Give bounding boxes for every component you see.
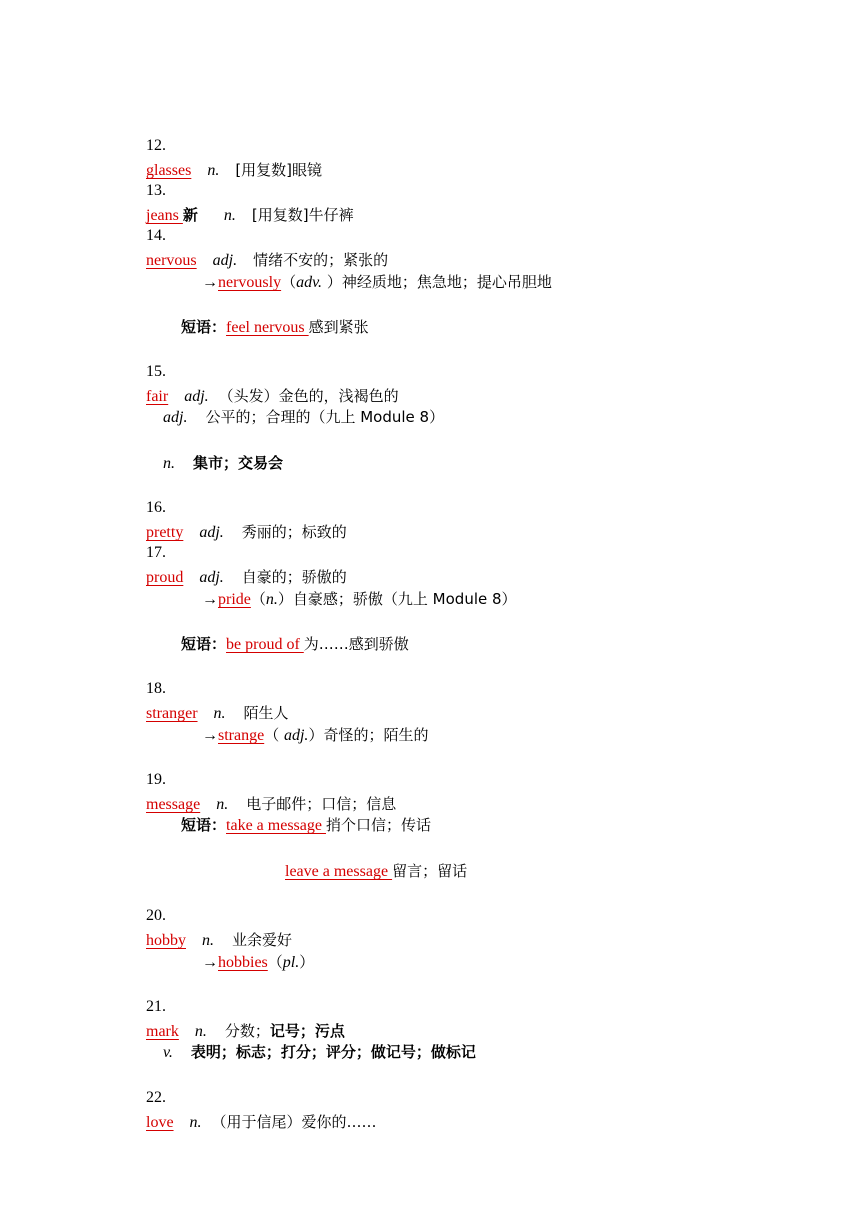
part-of-speech: n. [216, 796, 229, 813]
definition: 自豪的；骄傲的 [241, 568, 347, 586]
paren-close: ） [322, 273, 342, 291]
phrase: be proud of [226, 636, 304, 653]
definition: 神经质地；焦急地；提心吊胆地 [341, 273, 552, 291]
definition: 捎个口信；传话 [325, 816, 431, 834]
definition: 感到紧张 [308, 318, 369, 336]
entry-17 [130, 517, 347, 586]
definition: [用复数]牛仔裤 [251, 206, 354, 224]
entry-22 [130, 1062, 377, 1131]
part-of-speech: v. [163, 1044, 173, 1061]
definition: 自豪感；骄傲（九上 Module 8） [292, 590, 517, 608]
entry-number: 20. [146, 907, 166, 924]
entry-17-derivative [186, 563, 517, 608]
vocab-word: pretty [146, 524, 184, 541]
entry-14-derivative [186, 246, 552, 291]
paren-close: ） [277, 590, 293, 608]
entry-13 [130, 155, 354, 224]
entry-14-phrase [165, 291, 369, 336]
derived-word: hobbies [218, 954, 268, 971]
paren-open: （ [281, 273, 297, 291]
part-of-speech: n. [207, 162, 220, 179]
entry-number: 22. [146, 1089, 166, 1106]
phrase: leave a message [285, 863, 393, 880]
paren-close: ） [299, 953, 315, 971]
paren-open: （ [267, 953, 283, 971]
derived-word: pride [218, 591, 251, 608]
part-of-speech: adj. [212, 252, 238, 269]
entry-18 [130, 653, 289, 722]
phrase-label: 短语： [181, 816, 227, 834]
part-of-speech: n. [265, 591, 278, 608]
arrow: → [202, 727, 218, 744]
vocab-word: fair [146, 388, 169, 405]
definition: 情绪不安的；紧张的 [253, 251, 389, 269]
part-of-speech: adj. [199, 524, 224, 541]
entry-12 [130, 110, 323, 179]
vocab-word: stranger [146, 705, 198, 722]
entry-19-phrase-2 [269, 835, 468, 880]
paren-open: （ [250, 590, 266, 608]
entry-16 [130, 472, 347, 541]
entry-14 [130, 200, 389, 269]
arrow: → [202, 954, 218, 971]
entry-15-sense-2 [147, 381, 445, 426]
definition: （用于信尾）爱你的…… [211, 1113, 377, 1131]
arrow: → [202, 274, 218, 291]
part-of-speech: adj. [163, 409, 188, 426]
entry-17-phrase [165, 608, 409, 653]
definition: 表明；标志；打分；评分；做记号；做标记 [190, 1043, 476, 1061]
vocab-word: hobby [146, 932, 186, 949]
derived-word: strange [218, 727, 265, 744]
vocab-word: message [146, 796, 201, 813]
phrase: feel nervous [226, 319, 309, 336]
new-word-tag: 新 [182, 206, 198, 224]
entry-number: 14. [146, 227, 166, 244]
definition: （头发）金色的，浅褐色的 [218, 387, 399, 405]
definition: 留言；留话 [392, 862, 468, 880]
definition: 业余爱好 [232, 931, 293, 949]
definition: 秀丽的；标致的 [241, 523, 347, 541]
derived-word: nervously [218, 274, 282, 291]
part-of-speech: adj. [283, 727, 309, 744]
vocab-word: proud [146, 569, 184, 586]
entry-number: 21. [146, 998, 166, 1015]
entry-number: 19. [146, 771, 166, 788]
definition: 奇怪的；陌生的 [323, 726, 429, 744]
definition: 陌生人 [243, 704, 289, 722]
vocab-word: nervous [146, 252, 197, 269]
entry-19 [130, 744, 397, 813]
arrow: → [202, 591, 218, 608]
vocab-word: glasses [146, 162, 192, 179]
entry-number: 18. [146, 680, 166, 697]
part-of-speech: n. [202, 932, 214, 949]
entry-19-phrase [165, 789, 431, 834]
part-of-speech: n. [163, 455, 175, 472]
part-of-speech: pl. [282, 954, 300, 971]
part-of-speech: n. [223, 207, 236, 224]
definition-bold: 记号；污点 [269, 1022, 345, 1040]
entry-15 [130, 336, 399, 405]
paren-close: ） [308, 726, 324, 744]
entry-number: 16. [146, 499, 166, 516]
part-of-speech: n. [194, 1023, 207, 1040]
vocab-word: jeans [146, 207, 183, 224]
phrase-label: 短语： [181, 318, 227, 336]
part-of-speech: adj. [184, 388, 209, 405]
definition: 集市；交易会 [193, 454, 284, 472]
part-of-speech: adv. [296, 274, 323, 291]
definition: 分数； [224, 1022, 270, 1040]
definition: 电子邮件；口信；信息 [246, 795, 397, 813]
entry-20-derivative [186, 926, 315, 971]
vocab-word: love [146, 1114, 174, 1131]
part-of-speech: n. [189, 1114, 202, 1131]
entry-15-sense-3 [147, 427, 284, 472]
definition: 公平的；合理的（九上 Module 8） [205, 408, 445, 426]
vocab-word: mark [146, 1023, 179, 1040]
entry-number: 17. [146, 544, 166, 561]
part-of-speech: n. [213, 705, 226, 722]
entry-number: 12. [146, 137, 166, 154]
entry-21 [130, 971, 345, 1040]
paren-open: （ [264, 726, 284, 744]
definition: [用复数]眼镜 [235, 161, 323, 179]
definition: 为……感到骄傲 [303, 635, 409, 653]
entry-20 [130, 880, 293, 949]
entry-18-derivative [186, 699, 429, 744]
entry-number: 13. [146, 182, 166, 199]
phrase: take a message [226, 817, 326, 834]
phrase-label: 短语： [181, 635, 227, 653]
entry-number: 15. [146, 363, 166, 380]
part-of-speech: adj. [199, 569, 224, 586]
entry-21-sense-2 [147, 1016, 476, 1061]
